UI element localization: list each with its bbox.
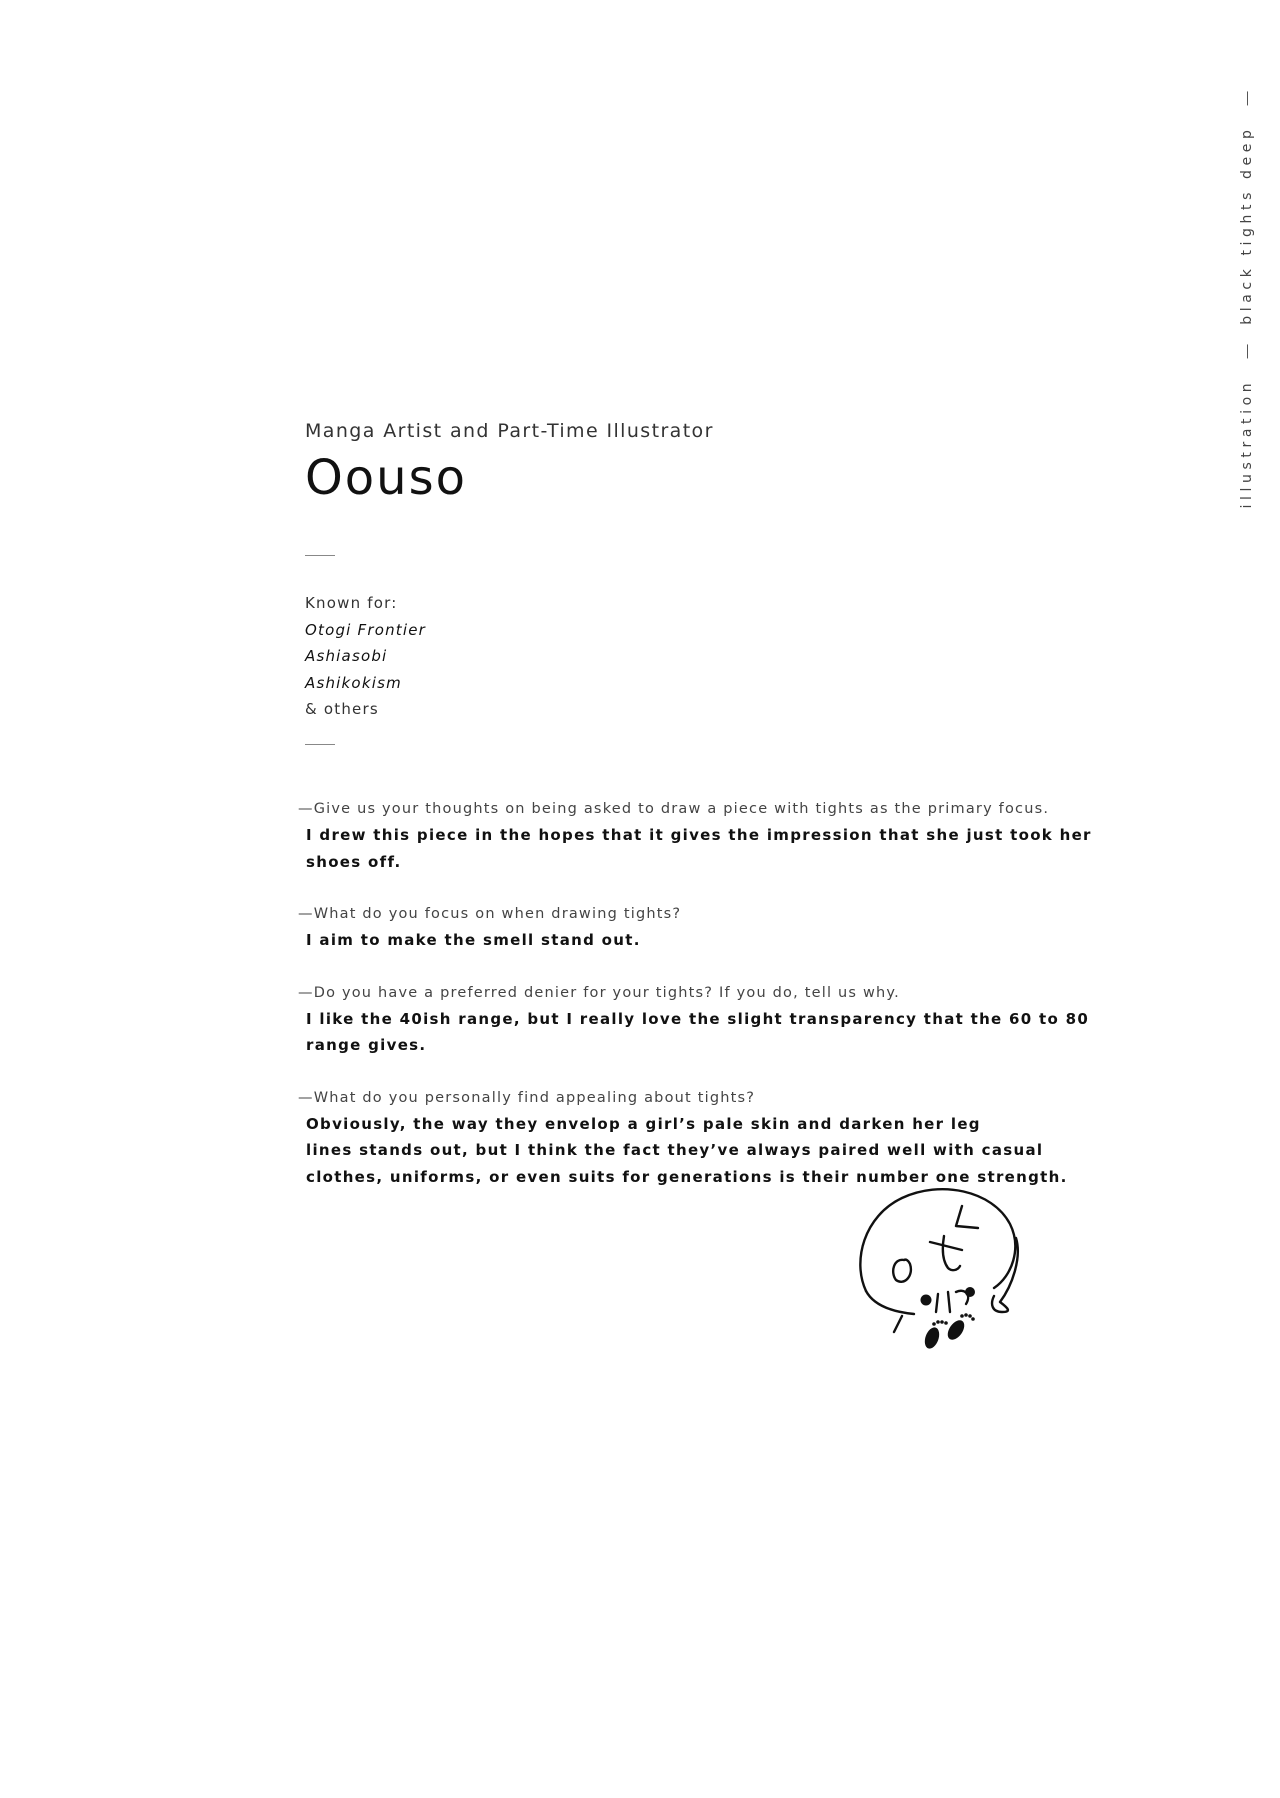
artist-header xyxy=(305,420,714,508)
interview-question: —Do you have a preferred denier for your tights? If you do, tell us why. xyxy=(298,984,900,1001)
known-for-suffix: & others xyxy=(305,700,379,718)
interview-answer-line: lines stands out, but I think the fact they’ve always paired well with casual xyxy=(306,1141,1044,1159)
known-for-title: Ashikokism xyxy=(305,673,402,692)
interview-answer-line: clothes, uniforms, or even suits for generations is their number one strength. xyxy=(306,1167,1068,1186)
artist-role: Manga Artist and Part-Time Illustrator xyxy=(305,420,714,442)
known-for-label: Known for: xyxy=(305,594,398,612)
side-section-label xyxy=(1236,100,1258,509)
divider-bottom xyxy=(305,744,335,745)
interview-answer-line: Obviously, the way they envelop a girl’s pale skin and darken her leg xyxy=(306,1114,981,1133)
artist-signature-drawing xyxy=(852,1176,1022,1356)
side-label-right-word: black tights deep xyxy=(1239,125,1255,325)
known-for-block xyxy=(305,590,426,723)
side-label-left-word: illustration xyxy=(1239,378,1255,509)
known-for-title: Otogi Frontier xyxy=(305,620,427,639)
interview-item xyxy=(298,796,1118,875)
interview-question: —What do you personally find appealing about tights? xyxy=(298,1089,756,1106)
divider-top xyxy=(305,555,335,556)
known-for-title: Ashiasobi xyxy=(305,647,388,665)
interview-question: —What do you focus on when drawing tights? xyxy=(298,906,682,922)
interview-answer-line: I aim to make the smell stand out. xyxy=(306,931,641,949)
interview-section xyxy=(298,796,1118,1216)
interview-item xyxy=(298,980,1118,1059)
interview-answer-line: I like the 40ish range, but I really love the slight transparency that the 60 to 80 range gives. xyxy=(306,1009,1090,1054)
artist-name: Oouso xyxy=(305,450,467,506)
side-label-end-divider xyxy=(1247,92,1248,106)
side-label-divider xyxy=(1247,345,1248,359)
interview-answer-line: I drew this piece in the hopes that it gives the impression that she just took her shoes off. xyxy=(306,826,1092,871)
interview-item xyxy=(298,901,1118,954)
interview-question: —Give us your thoughts on being asked to draw a piece with tights as the primary focus. xyxy=(298,801,1050,817)
interview-item xyxy=(298,1085,1118,1191)
